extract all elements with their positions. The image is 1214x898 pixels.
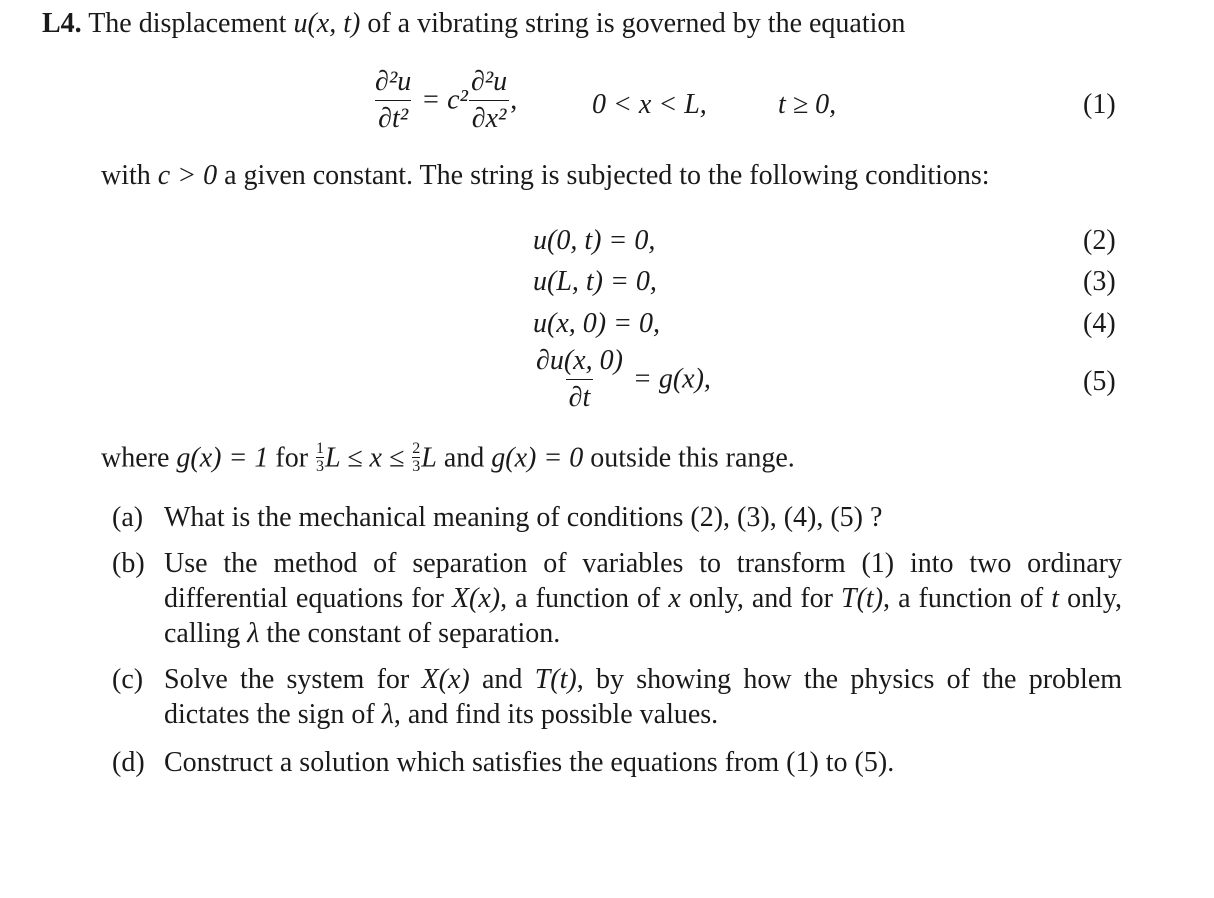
where-g1: g(x) = 1 [176,442,269,474]
with-condition: c > 0 [157,160,218,191]
question-b-text-e: only, calling [164,583,1123,649]
question-b-x: x [668,583,681,614]
condition-5-fraction [533,347,626,412]
with-line [101,162,990,190]
question-c-text [164,662,1122,732]
question-c-text-a: Solve the system for [164,664,410,695]
condition-4: u(x, 0) = 0, [533,308,660,339]
eq1-rhs-fraction [468,68,510,133]
question-a-text: What is the mechanical meaning of conditions (2), (3), (4), (5) ? [164,502,883,533]
intro-text-2: of a vibrating string is governed by the equation [367,8,906,39]
question-c-X: X(x) [421,664,470,695]
intro-line [42,10,905,38]
where-text-3: and [443,442,485,474]
where-text-4: outside this range. [590,442,795,474]
where-text-1: where [101,442,170,474]
question-b-text-a: Use the method of separation of variables to transform (1) into two ordinary differential equations for [164,548,1122,614]
question-b-text-f: the constant of separation. [266,618,561,649]
where-L: L [421,442,437,474]
condition-5-rhs: = g(x), [632,363,711,395]
eq1-number: (1) [1083,89,1116,120]
eq1-lhs-num: ∂²u [375,66,412,97]
with-text-1: with [101,160,151,191]
eq1-comma: , [510,84,518,116]
question-b-text-b: , a function of [500,583,661,614]
problem-label: L4. [42,8,82,39]
condition-5-den: ∂t [566,379,594,412]
question-c-text-c: , by showing how the physics of the problem dictates the sign of [164,664,1123,730]
question-b-T: T(t) [841,583,884,614]
question-a [112,500,1122,535]
condition-5-number: (5) [1083,366,1116,397]
question-c-text-d: , and find its possible values. [393,699,719,730]
with-text-2: a given constant. The string is subjected to the following conditions: [224,160,990,191]
question-c [112,662,1122,732]
condition-5 [533,347,711,412]
condition-2: u(0, t) = 0, [533,225,656,256]
eq1-rhs-den: ∂x² [469,100,510,133]
question-d [112,745,1122,780]
where-range: L ≤ x ≤ [325,442,405,474]
eq1-equals-c2: = c² [421,84,468,116]
where-frac-1 [316,441,324,475]
equation-1 [372,68,517,133]
question-d-text: Construct a solution which satisfies the equations from (1) to (5). [164,747,895,778]
where-text-2: for [275,442,309,474]
question-b-text [164,546,1122,651]
question-b-lambda: λ [247,618,260,649]
question-b [112,546,1122,651]
eq1-domain-x: 0 < x < L, [592,89,707,120]
where-line [101,440,795,477]
question-c-T: T(t) [534,664,577,695]
condition-5-num: ∂u(x, 0) [536,345,623,376]
condition-3: u(L, t) = 0, [533,266,657,297]
question-b-X: X(x) [451,583,501,614]
eq1-lhs-fraction [372,68,414,133]
question-c-lambda: λ [381,699,394,730]
question-b-label: (b) [112,548,145,579]
question-b-t: t [1051,583,1060,614]
eq1-domain-t: t ≥ 0, [778,89,837,120]
question-d-label: (d) [112,747,145,778]
where-g2: g(x) = 0 [491,442,584,474]
intro-function: u(x, t) [293,8,361,39]
eq1-rhs-num: ∂²u [470,66,508,97]
question-c-text-b: and [481,664,523,695]
intro-text-1: The displacement [88,8,287,39]
question-b-text-c: only, and for [688,583,833,614]
where-frac-2-den: 3 [412,458,421,475]
question-a-label: (a) [112,502,144,533]
condition-4-number: (4) [1083,308,1116,339]
where-frac-2-num: 2 [412,440,421,457]
condition-2-number: (2) [1083,225,1116,256]
where-frac-2 [412,441,420,475]
question-c-label: (c) [112,664,144,695]
eq1-lhs-den: ∂t² [375,100,411,133]
where-frac-1-den: 3 [316,458,325,475]
condition-3-number: (3) [1083,266,1116,297]
where-frac-1-num: 1 [316,440,325,457]
question-b-text-d: , a function of [883,583,1044,614]
